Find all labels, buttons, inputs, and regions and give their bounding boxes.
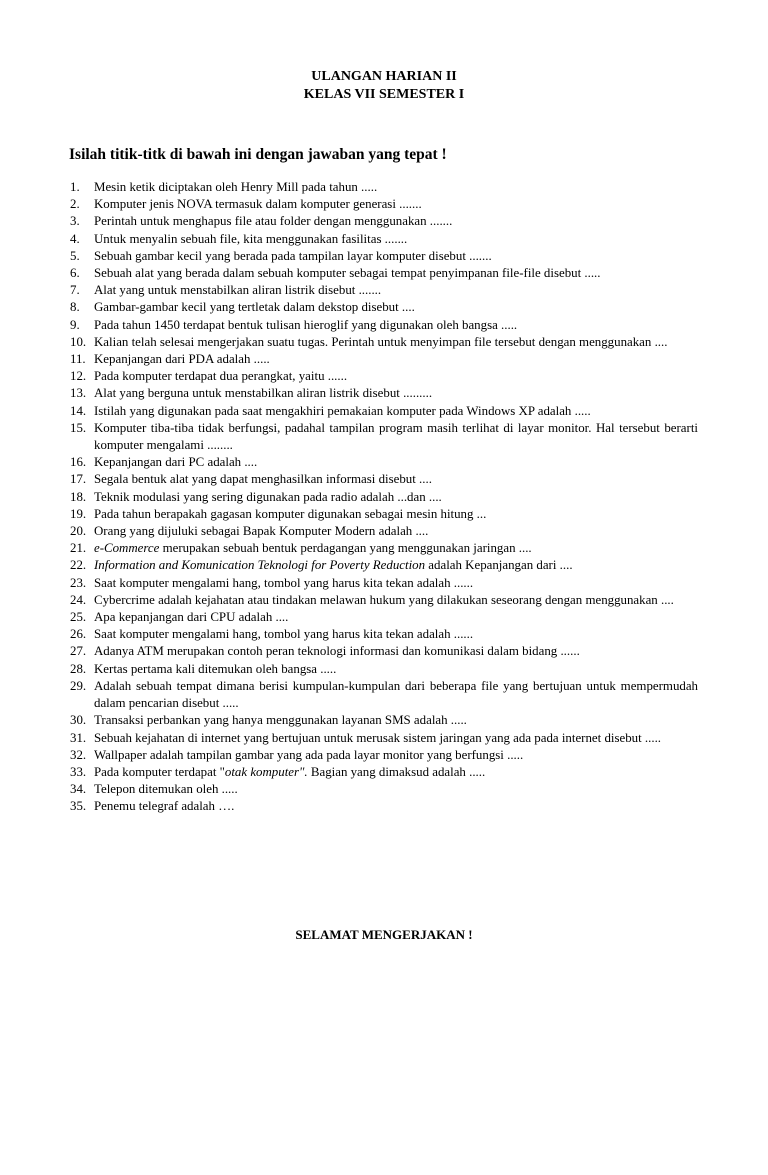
question-item xyxy=(70,575,698,592)
question-text xyxy=(94,299,698,316)
question-item xyxy=(70,798,698,815)
question-item xyxy=(70,179,698,196)
question-number: 26. xyxy=(70,627,87,642)
question-text-body: Alat yang berguna untuk menstabilkan aliran listrik disebut ......... xyxy=(94,386,433,401)
question-number: 9. xyxy=(70,317,80,332)
question-text xyxy=(94,454,698,471)
question-text xyxy=(94,730,698,747)
question-text-body: Transaksi perbankan yang hanya menggunakan layanan SMS adalah ..... xyxy=(94,713,467,728)
question-italic-term: e-Commerce xyxy=(94,541,160,556)
question-text xyxy=(94,626,698,643)
question-number: 29. xyxy=(70,678,87,693)
question-text xyxy=(94,282,698,299)
question-number: 16. xyxy=(70,455,87,470)
question-number: 5. xyxy=(70,248,80,263)
question-item xyxy=(70,351,698,368)
question-text-body: Kertas pertama kali ditemukan oleh bangsa ..... xyxy=(94,661,337,676)
question-text xyxy=(94,661,698,678)
question-text xyxy=(94,747,698,764)
question-text-body: Sebuah alat yang berada dalam sebuah komputer sebagai tempat penyimpanan file-file disebut ..... xyxy=(94,266,601,281)
question-item xyxy=(70,730,698,747)
question-text xyxy=(94,609,698,626)
question-text-rest: adalah Kepanjangan dari .... xyxy=(425,558,573,573)
question-text xyxy=(94,471,698,488)
question-text-body: Saat komputer mengalami hang, tombol yang harus kita tekan adalah ...... xyxy=(94,627,474,642)
question-text-start: Pada komputer terdapat " xyxy=(94,764,225,779)
question-text xyxy=(94,196,698,213)
question-number: 33. xyxy=(70,764,87,779)
question-text-body: Adalah sebuah tempat dimana berisi kumpulan-kumpulan dari beberapa file yang bertujuan untuk mempermudah dalam pencarian disebut ..... xyxy=(94,678,698,711)
question-text xyxy=(94,523,698,540)
question-item xyxy=(70,592,698,609)
question-number: 12. xyxy=(70,369,87,384)
question-number: 8. xyxy=(70,300,80,315)
question-text-rest: merupakan sebuah bentuk perdagangan yang menggunakan jaringan .... xyxy=(159,541,532,556)
question-item xyxy=(70,661,698,678)
question-text xyxy=(94,540,698,557)
question-text xyxy=(94,798,698,815)
question-text xyxy=(94,265,698,282)
question-number: 6. xyxy=(70,266,80,281)
question-text-body: Gambar-gambar kecil yang tertletak dalam dekstop disebut .... xyxy=(94,300,415,315)
question-text-body: Komputer jenis NOVA termasuk dalam komputer generasi ....... xyxy=(94,197,422,212)
question-item xyxy=(70,764,698,781)
question-text-body: Pada tahun berapakah gagasan komputer digunakan sebagai mesin hitung ... xyxy=(94,506,487,521)
question-text xyxy=(94,385,698,402)
question-item xyxy=(70,248,698,265)
question-text xyxy=(94,213,698,230)
question-text-body: Untuk menyalin sebuah file, kita menggunakan fasilitas ....... xyxy=(94,231,408,246)
question-text-body: Kepanjangan dari PC adalah .... xyxy=(94,455,258,470)
question-item xyxy=(70,506,698,523)
question-item xyxy=(70,282,698,299)
question-item xyxy=(70,317,698,334)
question-item xyxy=(70,471,698,488)
question-item xyxy=(70,334,698,351)
question-text-body: Telepon ditemukan oleh ..... xyxy=(94,782,238,797)
question-number: 1. xyxy=(70,180,80,194)
question-number: 23. xyxy=(70,575,87,590)
question-item xyxy=(70,747,698,764)
question-item xyxy=(70,213,698,230)
question-number: 4. xyxy=(70,231,80,246)
question-number: 20. xyxy=(70,524,87,539)
question-item xyxy=(70,523,698,540)
question-number: 11. xyxy=(70,352,86,367)
question-text xyxy=(94,575,698,592)
question-item xyxy=(70,489,698,506)
question-text-body: Adanya ATM merupakan contoh peran teknologi informasi dan komunikasi dalam bidang ...... xyxy=(94,644,580,659)
question-number: 30. xyxy=(70,713,87,728)
question-number: 35. xyxy=(70,799,87,814)
question-text-end: Bagian yang dimaksud adalah ..... xyxy=(307,764,486,779)
question-italic-term: otak komputer". xyxy=(224,764,308,779)
question-number: 7. xyxy=(70,283,80,298)
question-text-body: Segala bentuk alat yang dapat menghasilkan informasi disebut .... xyxy=(94,472,432,487)
question-item xyxy=(70,368,698,385)
question-text-body: Alat yang untuk menstabilkan aliran listrik disebut ....... xyxy=(94,283,382,298)
question-item xyxy=(70,678,698,712)
question-item xyxy=(70,781,698,798)
question-text-body: Istilah yang digunakan pada saat mengakhiri pemakaian komputer pada Windows XP adalah ..... xyxy=(94,403,591,418)
question-text xyxy=(94,764,698,781)
page-title: ULANGAN HARIAN II xyxy=(311,69,457,84)
question-number: 15. xyxy=(70,420,87,435)
question-text xyxy=(94,403,698,420)
question-text xyxy=(94,248,698,265)
question-text xyxy=(94,351,698,368)
question-number: 34. xyxy=(70,782,87,797)
question-number: 27. xyxy=(70,644,87,659)
question-text xyxy=(94,334,698,351)
question-text xyxy=(94,506,698,523)
question-text xyxy=(94,368,698,385)
question-item xyxy=(70,403,698,420)
question-item xyxy=(70,712,698,729)
question-number: 10. xyxy=(70,334,87,349)
question-item xyxy=(70,609,698,626)
question-item xyxy=(70,196,698,213)
page-subtitle: KELAS VII SEMESTER I xyxy=(303,87,465,102)
question-text xyxy=(94,489,698,506)
question-italic-term: Information and Komunication Teknologi for Poverty Reduction xyxy=(94,558,426,573)
question-text xyxy=(94,781,698,798)
question-text-body: Pada tahun 1450 terdapat bentuk tulisan hieroglif yang digunakan oleh bangsa ..... xyxy=(94,317,518,332)
question-number: 17. xyxy=(70,472,87,487)
question-number: 32. xyxy=(70,747,87,762)
question-list xyxy=(70,179,698,816)
question-text-body: Perintah untuk menghapus file atau folder dengan menggunakan ....... xyxy=(94,214,453,229)
question-item xyxy=(70,420,698,454)
question-number: 19. xyxy=(70,506,87,521)
question-text-body: Wallpaper adalah tampilan gambar yang ada pada layar monitor yang berfungsi ..... xyxy=(94,747,524,762)
question-text xyxy=(94,557,698,574)
question-text-body: Teknik modulasi yang sering digunakan pada radio adalah ...dan .... xyxy=(94,489,442,504)
question-text-body: Sebuah gambar kecil yang berada pada tampilan layar komputer disebut ....... xyxy=(94,248,492,263)
question-item xyxy=(70,540,698,557)
question-text-body: Penemu telegraf adalah …. xyxy=(94,799,235,814)
question-item xyxy=(70,626,698,643)
question-text-body: Kalian telah selesai mengerjakan suatu tugas. Perintah untuk menyimpan file tersebut dengan menggunakan .... xyxy=(94,334,668,349)
closing-text: SELAMAT MENGERJAKAN ! xyxy=(295,927,473,942)
question-number: 31. xyxy=(70,730,87,745)
question-text-body: Mesin ketik diciptakan oleh Henry Mill pada tahun ..... xyxy=(94,180,378,194)
question-text xyxy=(94,712,698,729)
question-item xyxy=(70,299,698,316)
question-number: 18. xyxy=(70,489,87,504)
question-text-body: Sebuah kejahatan di internet yang bertujuan untuk merusak sistem jaringan yang ada pada internet disebut ..... xyxy=(94,730,662,745)
question-number: 22. xyxy=(70,558,87,573)
question-number: 24. xyxy=(70,592,87,607)
question-number: 2. xyxy=(70,197,80,212)
question-item xyxy=(70,643,698,660)
question-text-body: Cybercrime adalah kejahatan atau tindakan melawan hukum yang dilakukan seseorang dengan menggunakan .... xyxy=(94,592,674,607)
question-text xyxy=(94,643,698,660)
question-item xyxy=(70,265,698,282)
question-number: 25. xyxy=(70,610,87,625)
question-number: 3. xyxy=(70,214,80,229)
question-number: 14. xyxy=(70,403,87,418)
question-text-body: Orang yang dijuluki sebagai Bapak Komputer Modern adalah .... xyxy=(94,524,429,539)
question-number: 28. xyxy=(70,661,87,676)
question-text-body: Pada komputer terdapat dua perangkat, yaitu ...... xyxy=(94,369,348,384)
question-text xyxy=(94,592,698,609)
question-number: 13. xyxy=(70,386,87,401)
question-item xyxy=(70,231,698,248)
question-text-body: Apa kepanjangan dari CPU adalah .... xyxy=(94,610,289,625)
question-text xyxy=(94,678,698,712)
instruction-text: Isilah titik-titk di bawah ini dengan jawaban yang tepat ! xyxy=(69,146,447,163)
question-item xyxy=(70,385,698,402)
question-text xyxy=(94,231,698,248)
question-text-body: Kepanjangan dari PDA adalah ..... xyxy=(94,352,270,367)
question-text xyxy=(94,420,698,454)
question-text xyxy=(94,179,698,196)
question-text-body: Saat komputer mengalami hang, tombol yang harus kita tekan adalah ...... xyxy=(94,575,474,590)
question-text-body: Komputer tiba-tiba tidak berfungsi, padahal tampilan program masih terlihat di layar monitor. Hal tersebut berarti komputer mengalami ........ xyxy=(94,420,698,453)
question-number: 21. xyxy=(70,541,87,556)
question-item xyxy=(70,557,698,574)
question-item xyxy=(70,454,698,471)
question-text xyxy=(94,317,698,334)
